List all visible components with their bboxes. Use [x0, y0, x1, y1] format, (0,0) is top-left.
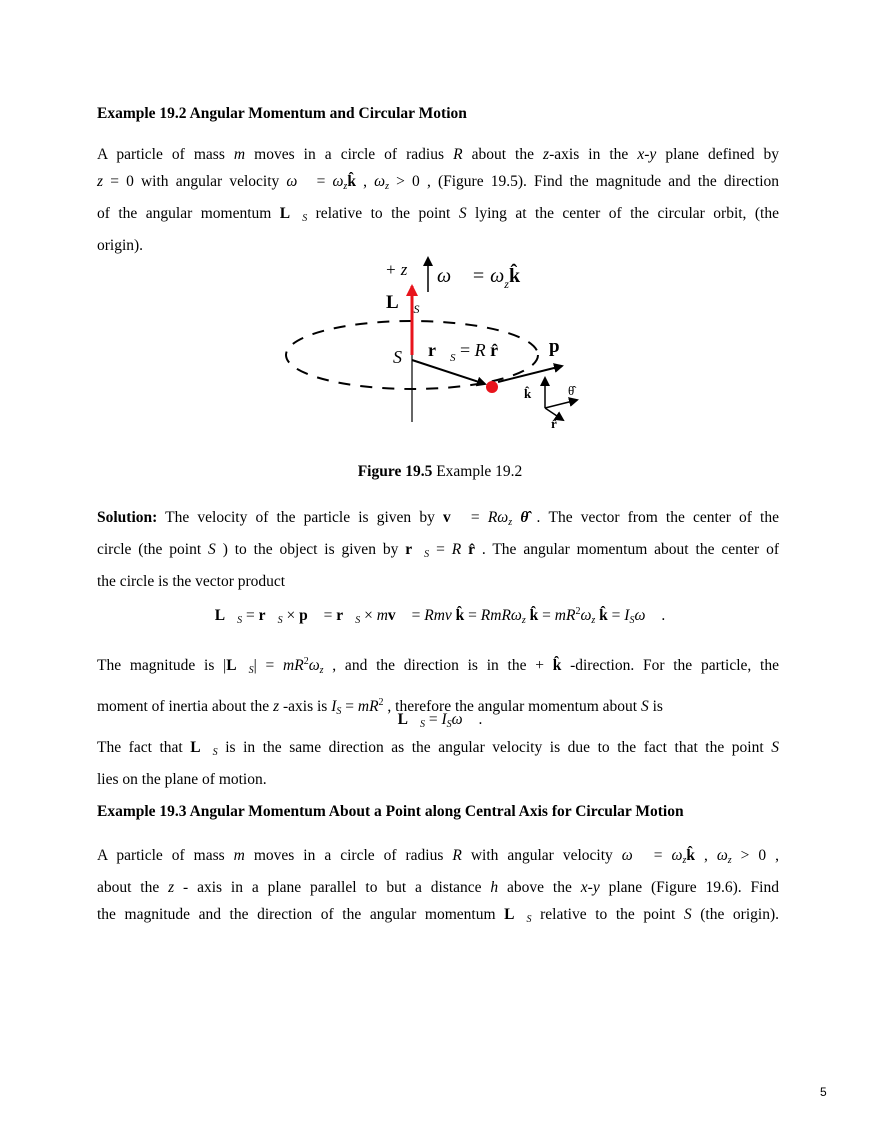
omega-label: ω⃗ = $\omega_zk̂$	[437, 265, 521, 291]
figure-19-5-diagram	[0, 250, 880, 450]
statement-line: about the z - axis in a plane parallel to but a distance h above the x-y plane (Figure 19.6). Find	[97, 879, 779, 896]
solution-line: the circle is the vector product	[97, 573, 286, 590]
solution-line: Solution: The velocity of the particle is given by v⃗ = $R\omega_z$ θ̂ . The vector from the center of the	[97, 509, 779, 528]
r-s-label: $r⃗_S = R$ r̂	[428, 340, 499, 364]
equation-L-equals-I-omega: $L⃗_S$ = $I_S\omega⃗$ .	[397, 711, 483, 730]
plus-z-label: + z	[385, 260, 408, 279]
statement-line: origin).	[97, 237, 144, 254]
equation-angular-momentum: $L⃗_S$ = $r⃗_S$ × p⃗ = $r⃗_S$ × mv⃗ = Rmv k̂ = RmRω$_z$ k̂ = $mR^2\omega_z$ k̂ = $I_S\omega⃗$ .	[214, 606, 666, 626]
k-hat-label: k̂	[524, 386, 532, 401]
statement-line: A particle of mass m moves in a circle of radius R about the z-axis in the x-y plane defined by	[97, 146, 779, 163]
statement-line: z = 0 with angular velocity ω⃗ = $\omega_zk̂$ , $\omega_z > 0$ , (Figure 19.5). Find the magnitude and the direction	[97, 173, 779, 192]
page-number: 5	[820, 1085, 827, 1099]
particle-dot	[486, 381, 498, 393]
example-19-3-statement	[97, 842, 779, 933]
example-19-2-heading: Example 19.2 Angular Momentum and Circular Motion	[97, 105, 467, 122]
position-vector-arrow	[412, 360, 485, 384]
theta-hat-label: θ̂	[568, 383, 575, 398]
S-point-label: S	[393, 347, 402, 367]
example-19-2-statement	[97, 141, 779, 259]
magnitude-line: The magnitude is $|L⃗_S| = mR^2\omega_z$ , and the direction is in the + k̂ -direction. For the particle, the	[97, 656, 779, 676]
statement-line: A particle of mass m moves in a circle of radius R with angular velocity ω⃗ = $\omega_zk̂$ , $\omega_z > 0$ ,	[97, 847, 779, 866]
conclusion-paragraph	[97, 734, 779, 793]
figure-caption	[0, 463, 880, 481]
momentum-arrow	[498, 366, 562, 382]
solution-paragraph	[97, 504, 779, 595]
conclusion-line: The fact that $L⃗_S$ is in the same direction as the angular velocity is due to the fact that the point S	[97, 739, 779, 758]
conclusion-line: lies on the plane of motion.	[97, 771, 267, 788]
statement-line: of the angular momentum $L⃗_S$ relative to the point S lying at the center of the circular orbit, (the	[97, 205, 779, 224]
theta-hat-arrow	[545, 400, 577, 408]
figure-caption-text: Example 19.2	[432, 463, 523, 480]
solution-line: circle (the point S ) to the object is given by $r⃗_S = R$ r̂ . The angular momentum about the center of	[97, 541, 779, 560]
L-s-label: $L⃗_S$	[386, 292, 420, 316]
p-label: p⃗	[549, 336, 575, 357]
example-19-3-heading: Example 19.3 Angular Momentum About a Point along Central Axis for Circular Motion	[97, 803, 684, 820]
magnitude-line: moment of inertia about the z -axis is $I_S = mR^2$ , therefore the angular momentum about S is	[97, 697, 663, 717]
statement-line: the magnitude and the direction of the angular momentum $L⃗_S$ relative to the point S (the origin).	[97, 906, 779, 925]
figure-caption-number: Figure 19.5	[357, 463, 433, 480]
r-hat-label: r̂	[551, 416, 557, 431]
